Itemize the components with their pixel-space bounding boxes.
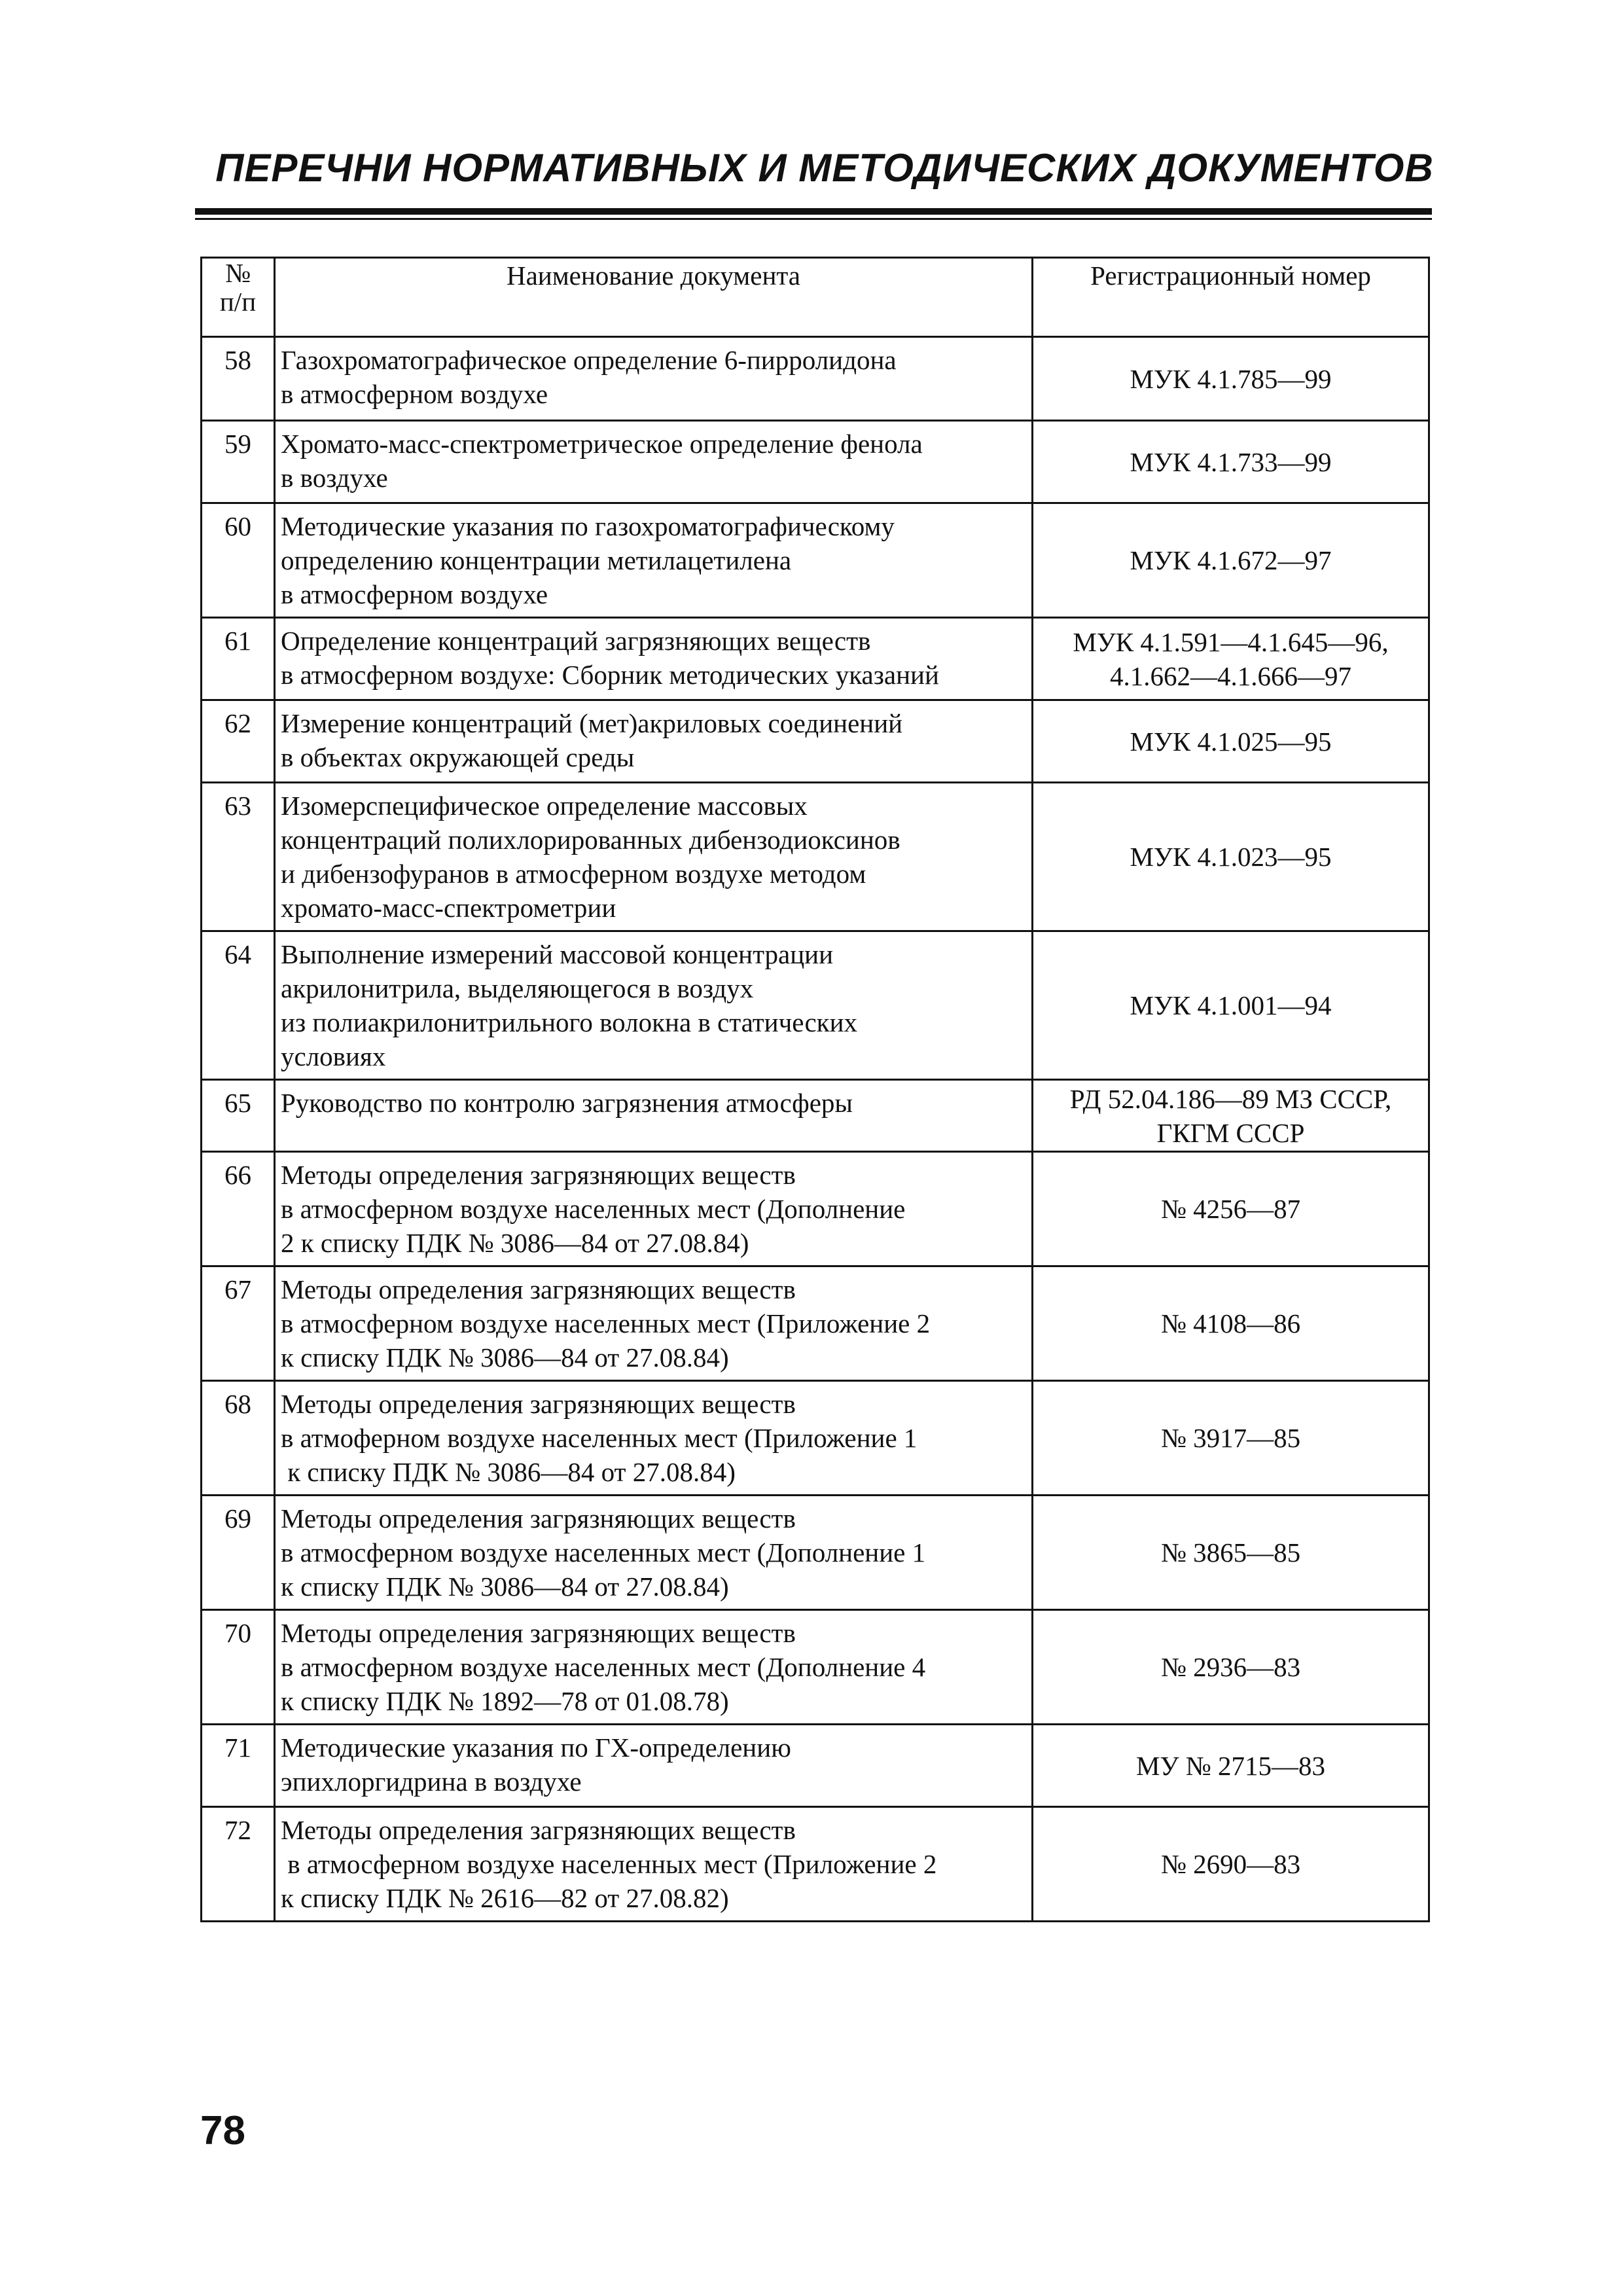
document-name-line: эпихлоргидрина в воздухе — [281, 1767, 582, 1797]
document-name — [275, 421, 1033, 503]
document-name-line: в атмосферном воздухе населенных мест (Приложение 2 — [281, 1308, 931, 1338]
documents-table — [200, 257, 1430, 1922]
registration-number-line: МУК 4.1.733—99 — [1130, 446, 1332, 477]
document-name-line: к списку ПДК № 3086—84 от 27.08.84) — [281, 1571, 729, 1602]
registration-number — [1033, 1725, 1429, 1807]
document-name-line: в атмоферном воздухе населенных мест (Приложение 1 — [281, 1423, 918, 1453]
document-name — [275, 783, 1033, 931]
document-name-line: Методические указания по ГХ-определению — [281, 1732, 791, 1763]
registration-number — [1033, 503, 1429, 618]
document-name-line: к списку ПДК № 1892—78 от 01.08.78) — [281, 1686, 729, 1716]
registration-number — [1033, 1266, 1429, 1381]
document-name-line: Руководство по контролю загрязнения атмосферы — [281, 1088, 853, 1118]
document-name-line: в воздухе — [281, 463, 388, 493]
row-number: 64 — [202, 931, 275, 1080]
registration-number-line: МУ № 2715—83 — [1135, 1750, 1326, 1781]
document-name — [275, 337, 1033, 421]
registration-number-line: МУК 4.1.023—95 — [1130, 842, 1332, 872]
table-row — [202, 1152, 1429, 1266]
registration-number — [1033, 1381, 1429, 1496]
page-number: 78 — [200, 2108, 245, 2153]
document-name-line: в объектах окружающей среды — [281, 742, 635, 772]
registration-number-line: МУК 4.1.025—95 — [1130, 726, 1332, 757]
table-row — [202, 931, 1429, 1080]
row-number: 72 — [202, 1807, 275, 1922]
table-header — [202, 258, 1429, 337]
registration-number-line: № 4108—86 — [1160, 1308, 1301, 1338]
document-name — [275, 503, 1033, 618]
registration-number — [1033, 1152, 1429, 1266]
document-name-line: определению концентрации метилацетилена — [281, 545, 792, 575]
document-name-line: концентраций полихлорированных дибензодиоксинов — [281, 825, 901, 855]
row-number: 65 — [202, 1080, 275, 1152]
document-name-line: акрилонитрила, выделяющегося в воздух — [281, 973, 754, 1003]
document-name-line: Измерение концентраций (мет)акриловых соединений — [281, 708, 903, 738]
registration-number — [1033, 1610, 1429, 1725]
column-header-number — [202, 258, 275, 337]
registration-number — [1033, 1080, 1429, 1152]
document-name-line: в атмосферном воздухе населенных мест (Приложение 2 — [281, 1849, 937, 1879]
registration-number-line: № 4256—87 — [1160, 1194, 1301, 1224]
row-number: 58 — [202, 337, 275, 421]
registration-number — [1033, 1807, 1429, 1922]
document-name-line: и дибензофуранов в атмосферном воздухе методом — [281, 859, 866, 889]
document-name — [275, 1080, 1033, 1152]
document-name — [275, 700, 1033, 783]
row-number: 61 — [202, 618, 275, 700]
table-row — [202, 1807, 1429, 1922]
document-name-line: в атмосферном воздухе населенных мест (Дополнение — [281, 1194, 906, 1224]
registration-number-line: № 3917—85 — [1160, 1423, 1301, 1453]
page-header-title: ПЕРЕЧНИ НОРМАТИВНЫХ И МЕТОДИЧЕСКИХ ДОКУМЕНТОВ — [215, 146, 1434, 190]
table-row — [202, 503, 1429, 618]
document-name-line: в атмосферном воздухе: Сборник методических указаний — [281, 660, 939, 690]
document-name — [275, 1496, 1033, 1610]
row-number: 62 — [202, 700, 275, 783]
row-number: 66 — [202, 1152, 275, 1266]
registration-number-line: МУК 4.1.672—97 — [1130, 545, 1332, 575]
document-name-line: к списку ПДК № 2616—82 от 27.08.82) — [281, 1883, 729, 1913]
table-row — [202, 421, 1429, 503]
document-name — [275, 618, 1033, 700]
row-number: 63 — [202, 783, 275, 931]
document-name-line: Методы определения загрязняющих веществ — [281, 1815, 796, 1845]
header-rule-thick — [195, 208, 1432, 215]
document-name-line: Методы определения загрязняющих веществ — [281, 1389, 796, 1419]
row-number: 68 — [202, 1381, 275, 1496]
table-row — [202, 618, 1429, 700]
registration-number-line: № 3865—85 — [1160, 1537, 1301, 1568]
registration-number-line: 4.1.662—4.1.666—97 — [1110, 660, 1351, 691]
column-header-number-line1: № — [224, 258, 251, 288]
document-name-line: хромато-масс-спектрометрии — [281, 893, 616, 923]
document-name-line: к списку ПДК № 3086—84 от 27.08.84) — [281, 1457, 736, 1487]
header-rule-thin — [195, 218, 1432, 220]
document-name-line: в атмосферном воздухе — [281, 579, 548, 609]
document-name-line: Газохроматографическое определение 6-пирролидона — [281, 345, 897, 375]
document-name — [275, 931, 1033, 1080]
column-header-reg: Регистрационный номер — [1033, 258, 1429, 337]
row-number: 67 — [202, 1266, 275, 1381]
registration-number — [1033, 783, 1429, 931]
row-number: 60 — [202, 503, 275, 618]
table-row — [202, 1725, 1429, 1807]
document-name-line: в атмосферном воздухе — [281, 379, 548, 409]
document-name — [275, 1725, 1033, 1807]
document-name — [275, 1381, 1033, 1496]
document-name-line: Хромато-масс-спектрометрическое определение фенола — [281, 429, 923, 459]
row-number: 69 — [202, 1496, 275, 1610]
registration-number — [1033, 700, 1429, 783]
document-name-line: условиях — [281, 1041, 386, 1071]
registration-number — [1033, 337, 1429, 421]
table-body — [202, 337, 1429, 1922]
registration-number — [1033, 931, 1429, 1080]
document-name-line: 2 к списку ПДК № 3086—84 от 27.08.84) — [281, 1228, 749, 1258]
table-header-row — [202, 258, 1429, 337]
registration-number-line: № 2936—83 — [1160, 1652, 1301, 1682]
registration-number-line: № 2690—83 — [1160, 1849, 1301, 1879]
document-name — [275, 1610, 1033, 1725]
table-row — [202, 1610, 1429, 1725]
document-name-line: из полиакрилонитрильного волокна в статических — [281, 1007, 858, 1037]
document-name-line: к списку ПДК № 3086—84 от 27.08.84) — [281, 1342, 729, 1372]
column-header-number-line2: п/п — [219, 287, 257, 317]
document-name — [275, 1807, 1033, 1922]
row-number: 59 — [202, 421, 275, 503]
document-name-line: Методы определения загрязняющих веществ — [281, 1160, 796, 1190]
table-row — [202, 783, 1429, 931]
table-row — [202, 1080, 1429, 1152]
document-name-line: Выполнение измерений массовой концентрации — [281, 939, 834, 969]
table-row — [202, 700, 1429, 783]
document-name-line: Методы определения загрязняющих веществ — [281, 1503, 796, 1534]
document-name-line: Изомерспецифическое определение массовых — [281, 791, 808, 821]
document-name-line: Методические указания по газохроматографическому — [281, 511, 895, 541]
table-row — [202, 1496, 1429, 1610]
registration-number-line: МУК 4.1.591—4.1.645—96, — [1073, 626, 1389, 657]
table-row — [202, 1266, 1429, 1381]
registration-number-line: РД 52.04.186—89 МЗ СССР, — [1069, 1083, 1392, 1114]
registration-number-line: МУК 4.1.785—99 — [1130, 363, 1332, 394]
document-name — [275, 1152, 1033, 1266]
table-row — [202, 1381, 1429, 1496]
document-name-line: Методы определения загрязняющих веществ — [281, 1618, 796, 1648]
document-name-line: в атмосферном воздухе населенных мест (Дополнение 1 — [281, 1537, 926, 1568]
registration-number-line: МУК 4.1.001—94 — [1130, 990, 1332, 1020]
document-name — [275, 1266, 1033, 1381]
document-name-line: Методы определения загрязняющих веществ — [281, 1274, 796, 1304]
row-number: 70 — [202, 1610, 275, 1725]
registration-number — [1033, 618, 1429, 700]
column-header-name: Наименование документа — [275, 258, 1033, 337]
table-row — [202, 337, 1429, 421]
row-number: 71 — [202, 1725, 275, 1807]
document-name-line: в атмосферном воздухе населенных мест (Дополнение 4 — [281, 1652, 926, 1682]
registration-number — [1033, 1496, 1429, 1610]
registration-number — [1033, 421, 1429, 503]
registration-number-line: ГКГМ СССР — [1156, 1117, 1305, 1148]
document-name-line: Определение концентраций загрязняющих веществ — [281, 626, 871, 656]
